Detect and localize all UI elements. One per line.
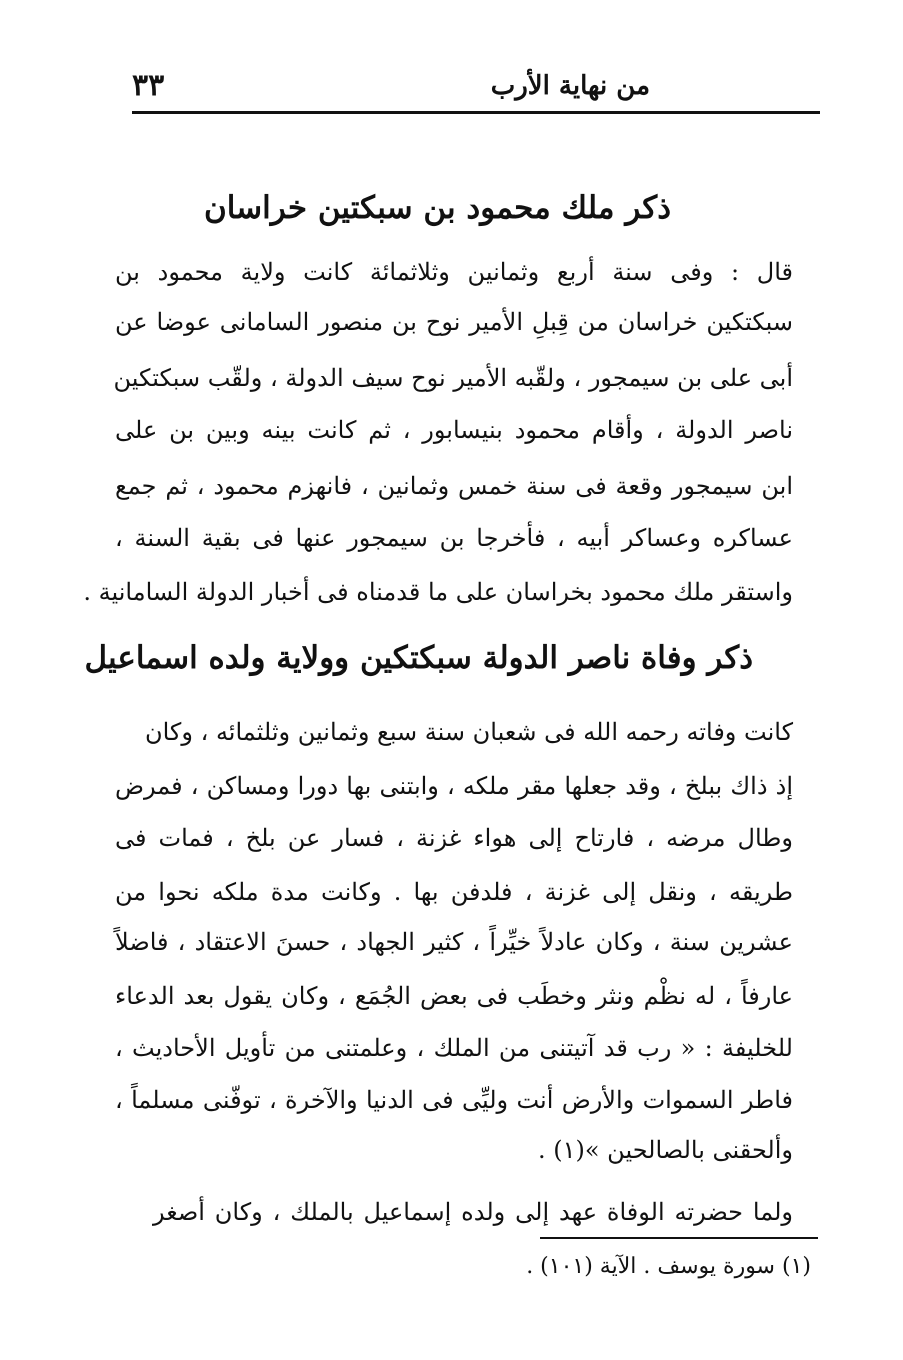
footnote: (١) سورة يوسف . الآية (١٠١) . bbox=[526, 1254, 811, 1279]
body-line: للخليفة : « رب قد آتيتنى من الملك ، وعلمتنى من تأويل الأحاديث ، bbox=[115, 1034, 793, 1062]
body-line: فاطر السموات والأرض أنت وليِّى فى الدنيا والآخرة ، توفّنى مسلماً ، bbox=[115, 1086, 793, 1114]
footnote-divider bbox=[540, 1237, 818, 1239]
section-heading: ذكر ملك محمود بن سبكتين خراسان bbox=[203, 190, 671, 226]
body-line: واستقر ملك محمود بخراسان على ما قدمناه فى أخبار الدولة السامانية . bbox=[83, 578, 793, 606]
body-line: طريقه ، ونقل إلى غزنة ، فلدفن بها . وكانت مدة ملكه نحوا من bbox=[115, 878, 794, 906]
section-heading: ذكر وفاة ناصر الدولة سبكتكين وولاية ولده اسماعيل bbox=[84, 640, 753, 676]
header-divider bbox=[132, 111, 820, 114]
body-line: عساكره وعساكر أبيه ، فأخرجا بن سيمجور عنها فى بقية السنة ، bbox=[115, 524, 793, 552]
body-line: أبى على بن سيمجور ، ولقّبه الأمير نوح سيف الدولة ، ولقّب سبكتكين bbox=[113, 364, 793, 392]
page-number: ٣٣ bbox=[132, 68, 165, 103]
body-line: كانت وفاته رحمه الله فى شعبان سنة سبع وثمانين وثلثمائه ، وكان bbox=[144, 718, 793, 746]
body-line: إذ ذاك ببلخ ، وقد جعلها مقر ملكه ، وابتنى بها دورا ومساكن ، فمرض bbox=[115, 772, 793, 800]
body-line: ابن سيمجور وقعة فى سنة خمس وثمانين ، فانهزم محمود ، ثم جمع bbox=[115, 472, 793, 500]
body-line: قال : وفى سنة أربع وثمانين وثلاثمائة كانت ولاية محمود بن bbox=[115, 258, 793, 286]
running-header bbox=[132, 66, 820, 106]
running-title: من نهاية الأرب bbox=[490, 71, 650, 101]
body-line: ولما حضرته الوفاة عهد إلى ولده إسماعيل بالملك ، وكان أصغر bbox=[153, 1198, 793, 1226]
body-line: سبكتكين خراسان من قِبلِ الأمير نوح بن منصور السامانى عوضا عن bbox=[115, 308, 793, 336]
body-line: وألحقنى بالصالحين »(١) . bbox=[537, 1136, 793, 1164]
body-line: عارفاً ، له نظْم ونثر وخطَب فى بعض الجُمَع ، وكان يقول بعد الدعاء bbox=[115, 982, 793, 1010]
body-line: وطال مرضه ، فارتاح إلى هواء غزنة ، فسار عن بلخ ، فمات فى bbox=[115, 824, 793, 852]
body-line: ناصر الدولة ، وأقام محمود بنيسابور ، ثم كانت بينه وبين بن على bbox=[115, 416, 793, 444]
body-line: عشرين سنة ، وكان عادلاً خيِّراً ، كثير الجهاد ، حسنَ الاعتقاد ، فاضلاً bbox=[115, 928, 793, 956]
